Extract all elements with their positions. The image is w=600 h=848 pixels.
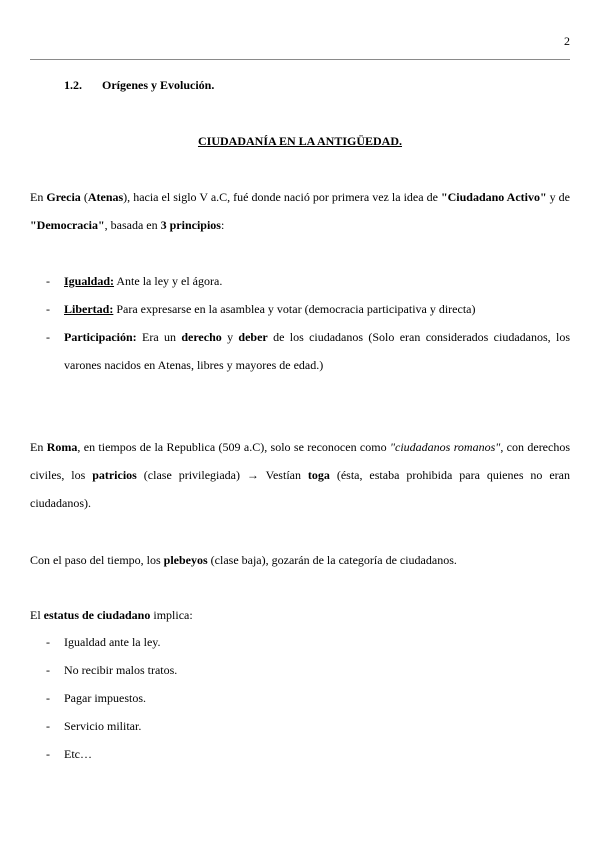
estatus-term: estatus de ciudadano xyxy=(43,608,151,622)
democracia-term: "Democracia" xyxy=(30,218,105,232)
ciudadanos-romanos-quote: "ciudadanos romanos" xyxy=(389,440,501,454)
document-title: CIUDADANÍA EN LA ANTIGÜEDAD. xyxy=(197,134,403,148)
list-item: - Igualdad ante la ley. xyxy=(46,635,161,649)
section-title: Orígenes y Evolución. xyxy=(102,78,215,92)
page-number: 2 xyxy=(564,34,570,48)
grecia-term: Grecia xyxy=(46,190,81,204)
grecia-paragraph: En Grecia (Atenas), hacia el siglo V a.C, fué donde nació por primera vez la idea de "Ciudadano Activo" y de "Democracia", basada en 3 principios: xyxy=(30,190,571,232)
list-item-libertad: - Libertad: Para expresarse en la asamblea y votar (democracia participativa y directa) xyxy=(46,302,476,316)
ciudadano-activo-term: "Ciudadano Activo" xyxy=(440,190,547,204)
estatus-list xyxy=(30,628,570,768)
section-number: 1.2. xyxy=(64,78,82,92)
list-item: - No recibir malos tratos. xyxy=(46,663,178,677)
roma-term: Roma xyxy=(46,440,78,454)
section-heading xyxy=(64,78,214,93)
list-item-participacion: - Participación: Era un derecho y deber de los ciudadanos (Solo eran considerados ciudadanos, los varones nacidos en Atenas, libres y mayores de edad.) xyxy=(46,330,571,372)
toga-term: toga xyxy=(307,468,330,482)
list-item: - Pagar impuestos. xyxy=(46,691,146,705)
atenas-term: Atenas xyxy=(87,190,124,204)
participacion-term: Participación: xyxy=(64,330,137,344)
list-item-igualdad: - Igualdad: Ante la ley y el ágora. xyxy=(46,274,223,288)
roma-paragraph: En Roma, en tiempos de la Republica (509 a.C), solo se reconocen como "ciudadanos romanos", con derechos civiles, los patricios (clase privilegiada) → Vestían toga (ésta, estaba prohibida para quienes no eran ciudadanos). xyxy=(30,440,571,510)
principios-term: 3 principios xyxy=(160,218,221,232)
plebeyos-term: plebeyos xyxy=(163,553,208,567)
principles-list xyxy=(30,267,570,379)
plebeyos-paragraph: Con el paso del tiempo, los plebeyos (clase baja), gozarán de la categoría de ciudadanos. xyxy=(30,553,457,567)
header-rule xyxy=(30,59,570,60)
list-item: - Servicio militar. xyxy=(46,719,142,733)
libertad-term: Libertad: xyxy=(64,302,114,316)
estatus-paragraph: El estatus de ciudadano implica: xyxy=(30,608,193,622)
patricios-term: patricios xyxy=(92,468,137,482)
list-item: - Etc… xyxy=(46,747,92,761)
igualdad-term: Igualdad: xyxy=(64,274,115,288)
